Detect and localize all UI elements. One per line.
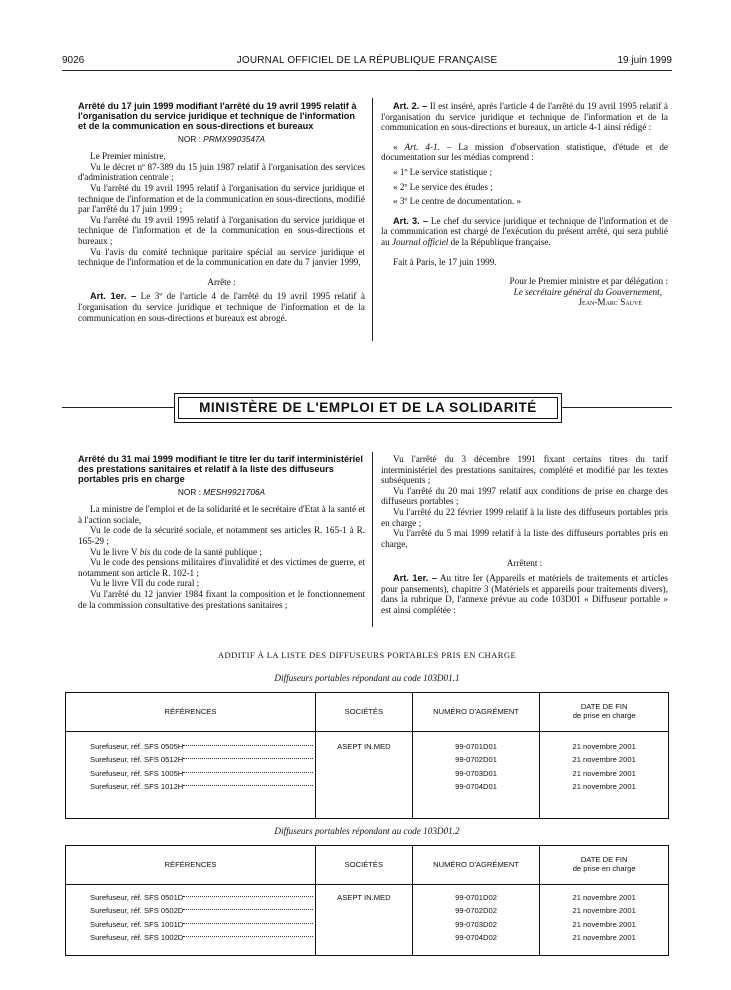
decree2-para: Vu le livre VII du code rural ; — [90, 578, 200, 589]
end-date: 21 novembre 2001 — [572, 742, 636, 751]
decree2-para: Vu l'arrêté du 3 décembre 1991 fixant certains titres du tarif interministériel des prestations sanitaires, complété et modifié par les textes subséquents ; — [381, 454, 668, 486]
reference-item: Surefuseur, réf. SFS 0512H — [66, 753, 315, 766]
decree2-right-column — [381, 454, 668, 615]
table1-subtitle: Diffuseurs portables répondant au code 103D01.1 — [274, 673, 460, 683]
end-date: 21 novembre 2001 — [572, 755, 636, 765]
decree1-para: Vu le décret nº 87-389 du 15 juin 1987 relatif à l'organisation des services d'administration centrale ; — [78, 161, 365, 183]
col-header-references: RÉFÉRENCES — [66, 693, 316, 732]
reference-item: Surefuseur, réf. SFS 0502D — [66, 904, 315, 917]
decree2-arretent: Arrêtent : — [506, 558, 543, 569]
decree1-para: Vu l'arrêté du 19 avril 1995 relatif à l'organisation du service juridique et technique de l'information et de la communication en sous-directions et bureaux ; — [78, 214, 365, 246]
company-name: ASEPT IN.MED — [337, 742, 391, 751]
decree1-para: Vu l'arrêté du 19 avril 1995 relatif à l'organisation du service juridique et technique de l'information et de la communication en sous-directions, modifié par l'arrêté du 17 juin 1999 ; — [78, 182, 365, 215]
col-header-numero: NUMÉRO D'AGRÉMENT — [412, 693, 540, 732]
ministry-banner — [174, 393, 562, 423]
end-date: 21 novembre 2001 — [572, 933, 636, 943]
decree1-para: Le Premier ministre, — [90, 151, 166, 162]
table-row — [66, 885, 669, 956]
journal-title: JOURNAL OFFICIEL DE LA RÉPUBLIQUE FRANÇAISE — [236, 55, 498, 66]
decree2-para: Vu l'arrêté du 5 mai 1999 relatif à la liste des diffuseurs portables pris en charge, — [381, 528, 668, 549]
reference-item: Surefuseur, réf. SFS 1005H — [66, 767, 315, 780]
decree1-article-4-1: « Art. 4-1. – La mission d'observation statistique, d'étude et de documentation sur les médias comprend : — [381, 141, 668, 163]
page-number: 9026 — [62, 55, 85, 66]
end-dates-cell — [540, 740, 668, 794]
decree2-para: Vu l'arrêté du 22 février 1999 relatif à la liste des diffuseurs portables pris en charge ; — [381, 506, 668, 528]
col-header-societes: SOCIÉTÉS — [315, 693, 412, 732]
table1 — [65, 692, 669, 819]
decree1-item: « 3º Le centre de documentation. » — [393, 196, 522, 207]
decree2-article-1: Art. 1er. – Au titre Ier (Appareils et matériels de traitements et articles pour pansements), chapitre 3 (Matériels et appareils pour traitements divers), dans la rubrique D, l'annexe prévue au code 103D01 « Diffuseur portable » est ainsi complétée : — [381, 572, 668, 615]
approval-number: 99-0703D02 — [455, 919, 497, 929]
ministry-name: MINISTÈRE DE L'EMPLOI ET DE LA SOLIDARITÉ — [178, 397, 558, 419]
decree2-para: Vu l'arrêté du 12 janvier 1984 fixant la composition et le fonctionnement de la commission consultative des prestations sanitaires ; — [78, 588, 365, 610]
references-cell — [66, 740, 315, 794]
approval-number: 99-0704D02 — [455, 933, 497, 943]
end-date: 21 novembre 2001 — [572, 893, 636, 902]
table2 — [65, 845, 669, 956]
issue-date: 19 juin 1999 — [617, 55, 672, 66]
decree2-para: Vu le code de la sécurité sociale, et notamment ses articles R. 165-1 à R. 165-29 ; — [78, 525, 365, 546]
end-dates-cell — [540, 891, 668, 945]
col-header-date: DATE DE FIN de prise en charge — [540, 846, 669, 885]
col-header-numero: NUMÉRO D'AGRÉMENT — [412, 846, 540, 885]
signature-line: Pour le Premier ministre et par délégation : — [509, 276, 668, 287]
col-header-references: RÉFÉRENCES — [66, 846, 316, 885]
approval-number: 99-0702D02 — [455, 906, 497, 916]
col-header-date: DATE DE FIN de prise en charge — [540, 693, 669, 732]
table2-subtitle: Diffuseurs portables répondant au code 103D01.2 — [274, 826, 460, 836]
decree1-nor: NOR : PRMX9903547A — [177, 133, 266, 144]
decree1-arrete: Arrête : — [207, 276, 236, 287]
reference-item: Surefuseur, réf. SFS 1002D — [66, 931, 315, 944]
references-cell — [66, 891, 315, 945]
table-header-row — [66, 693, 669, 732]
decree2-para: Vu l'arrêté du 20 mai 1997 relatif aux conditions de prise en charge des diffuseurs portables ; — [381, 485, 668, 507]
approval-number: 99-0701D02 — [455, 893, 497, 902]
header-rule — [62, 70, 672, 71]
column-divider — [372, 452, 373, 627]
decree1-article-2: Art. 2. – Il est inséré, après l'article 4 de l'arrêté du 19 avril 1995 relatif à l'organisation du service juridique et technique de l'information et de la communication en sous-directions et bureaux, un article 4-1 ainsi rédigé : — [381, 101, 669, 133]
addendum-title: ADDITIF À LA LISTE DES DIFFUSEURS PORTABLES PRIS EN CHARGE — [217, 650, 517, 660]
decree1-item: « 2º Le service des études ; — [393, 181, 493, 192]
end-date: 21 novembre 2001 — [572, 782, 636, 792]
signature-name: Jean-Marc Sauvé — [578, 297, 642, 308]
end-date: 21 novembre 2001 — [572, 906, 636, 916]
approval-number: 99-0704D01 — [455, 782, 497, 792]
decree1-item: « 1º Le service statistique ; — [393, 166, 493, 177]
decree2-para: La ministre de l'emploi et de la solidarité et le secrétaire d'Etat à la santé et à l'action sociale, — [78, 504, 365, 525]
approval-numbers-cell — [413, 891, 540, 945]
decree2-para: Vu le livre V bis du code de la santé publique ; — [90, 546, 262, 557]
decree1-article-1: Art. 1er. – Le 3º de l'article 4 de l'arrêté du 19 avril 1995 relatif à l'organisation du service juridique et technique de l'information et de la communication en sous-directions et bureaux est abrogé. — [78, 291, 365, 323]
table-header-row — [66, 846, 669, 885]
signature-title: Le secrétaire général du Gouvernement, — [513, 286, 662, 297]
approval-number: 99-0703D01 — [455, 768, 497, 778]
decree1-fait: Fait à Paris, le 17 juin 1999. — [393, 256, 497, 267]
decree2-title: Arrêté du 31 mai 1999 modifiant le titre Ier du tarif interministériel des prestations sanitaires et relatif à la liste des diffuseurs portables pris en charge — [78, 454, 363, 485]
reference-item: Surefuseur, réf. SFS 0505H — [66, 740, 315, 753]
decree2-left-column — [78, 454, 365, 610]
reference-item: Surefuseur, réf. SFS 0501D — [66, 891, 315, 904]
end-date: 21 novembre 2001 — [572, 919, 636, 929]
decree1-article-3: Art. 3. – Le chef du service juridique et technique de l'information et de la communication est chargé de l'exécution du présent arrêté, qui sera publié au Journal officiel de la République française. — [381, 215, 668, 247]
decree1-para: Vu l'avis du comité technique paritaire spécial au service juridique et technique de l'information et de la communication en date du 7 janvier 1999, — [78, 246, 365, 268]
decree1-right-column — [381, 101, 668, 308]
company-name: ASEPT IN.MED — [337, 893, 391, 902]
approval-numbers-cell — [413, 740, 540, 794]
decree2-para: Vu le code des pensions militaires d'invalidité et des victimes de guerre, et notamment son article R. 102-1 ; — [78, 557, 365, 578]
decree1-title: Arrêté du 17 juin 1999 modifiant l'arrêté du 19 avril 1995 relatif à l'organisation du service juridique et technique de l'information et de la communication en sous-directions et bureaux — [78, 101, 357, 132]
col-header-societes: SOCIÉTÉS — [315, 846, 412, 885]
decree1-left-column — [78, 101, 365, 323]
approval-number: 99-0701D01 — [455, 742, 497, 751]
approval-number: 99-0702D01 — [455, 755, 497, 765]
end-date: 21 novembre 2001 — [572, 768, 636, 778]
column-divider — [372, 98, 373, 341]
decree2-nor: NOR : MESH9921706A — [177, 486, 266, 497]
reference-item: Surefuseur, réf. SFS 1012H — [66, 780, 315, 793]
table-row — [66, 732, 669, 819]
reference-item: Surefuseur, réf. SFS 1001D — [66, 918, 315, 931]
page-header — [62, 55, 672, 69]
